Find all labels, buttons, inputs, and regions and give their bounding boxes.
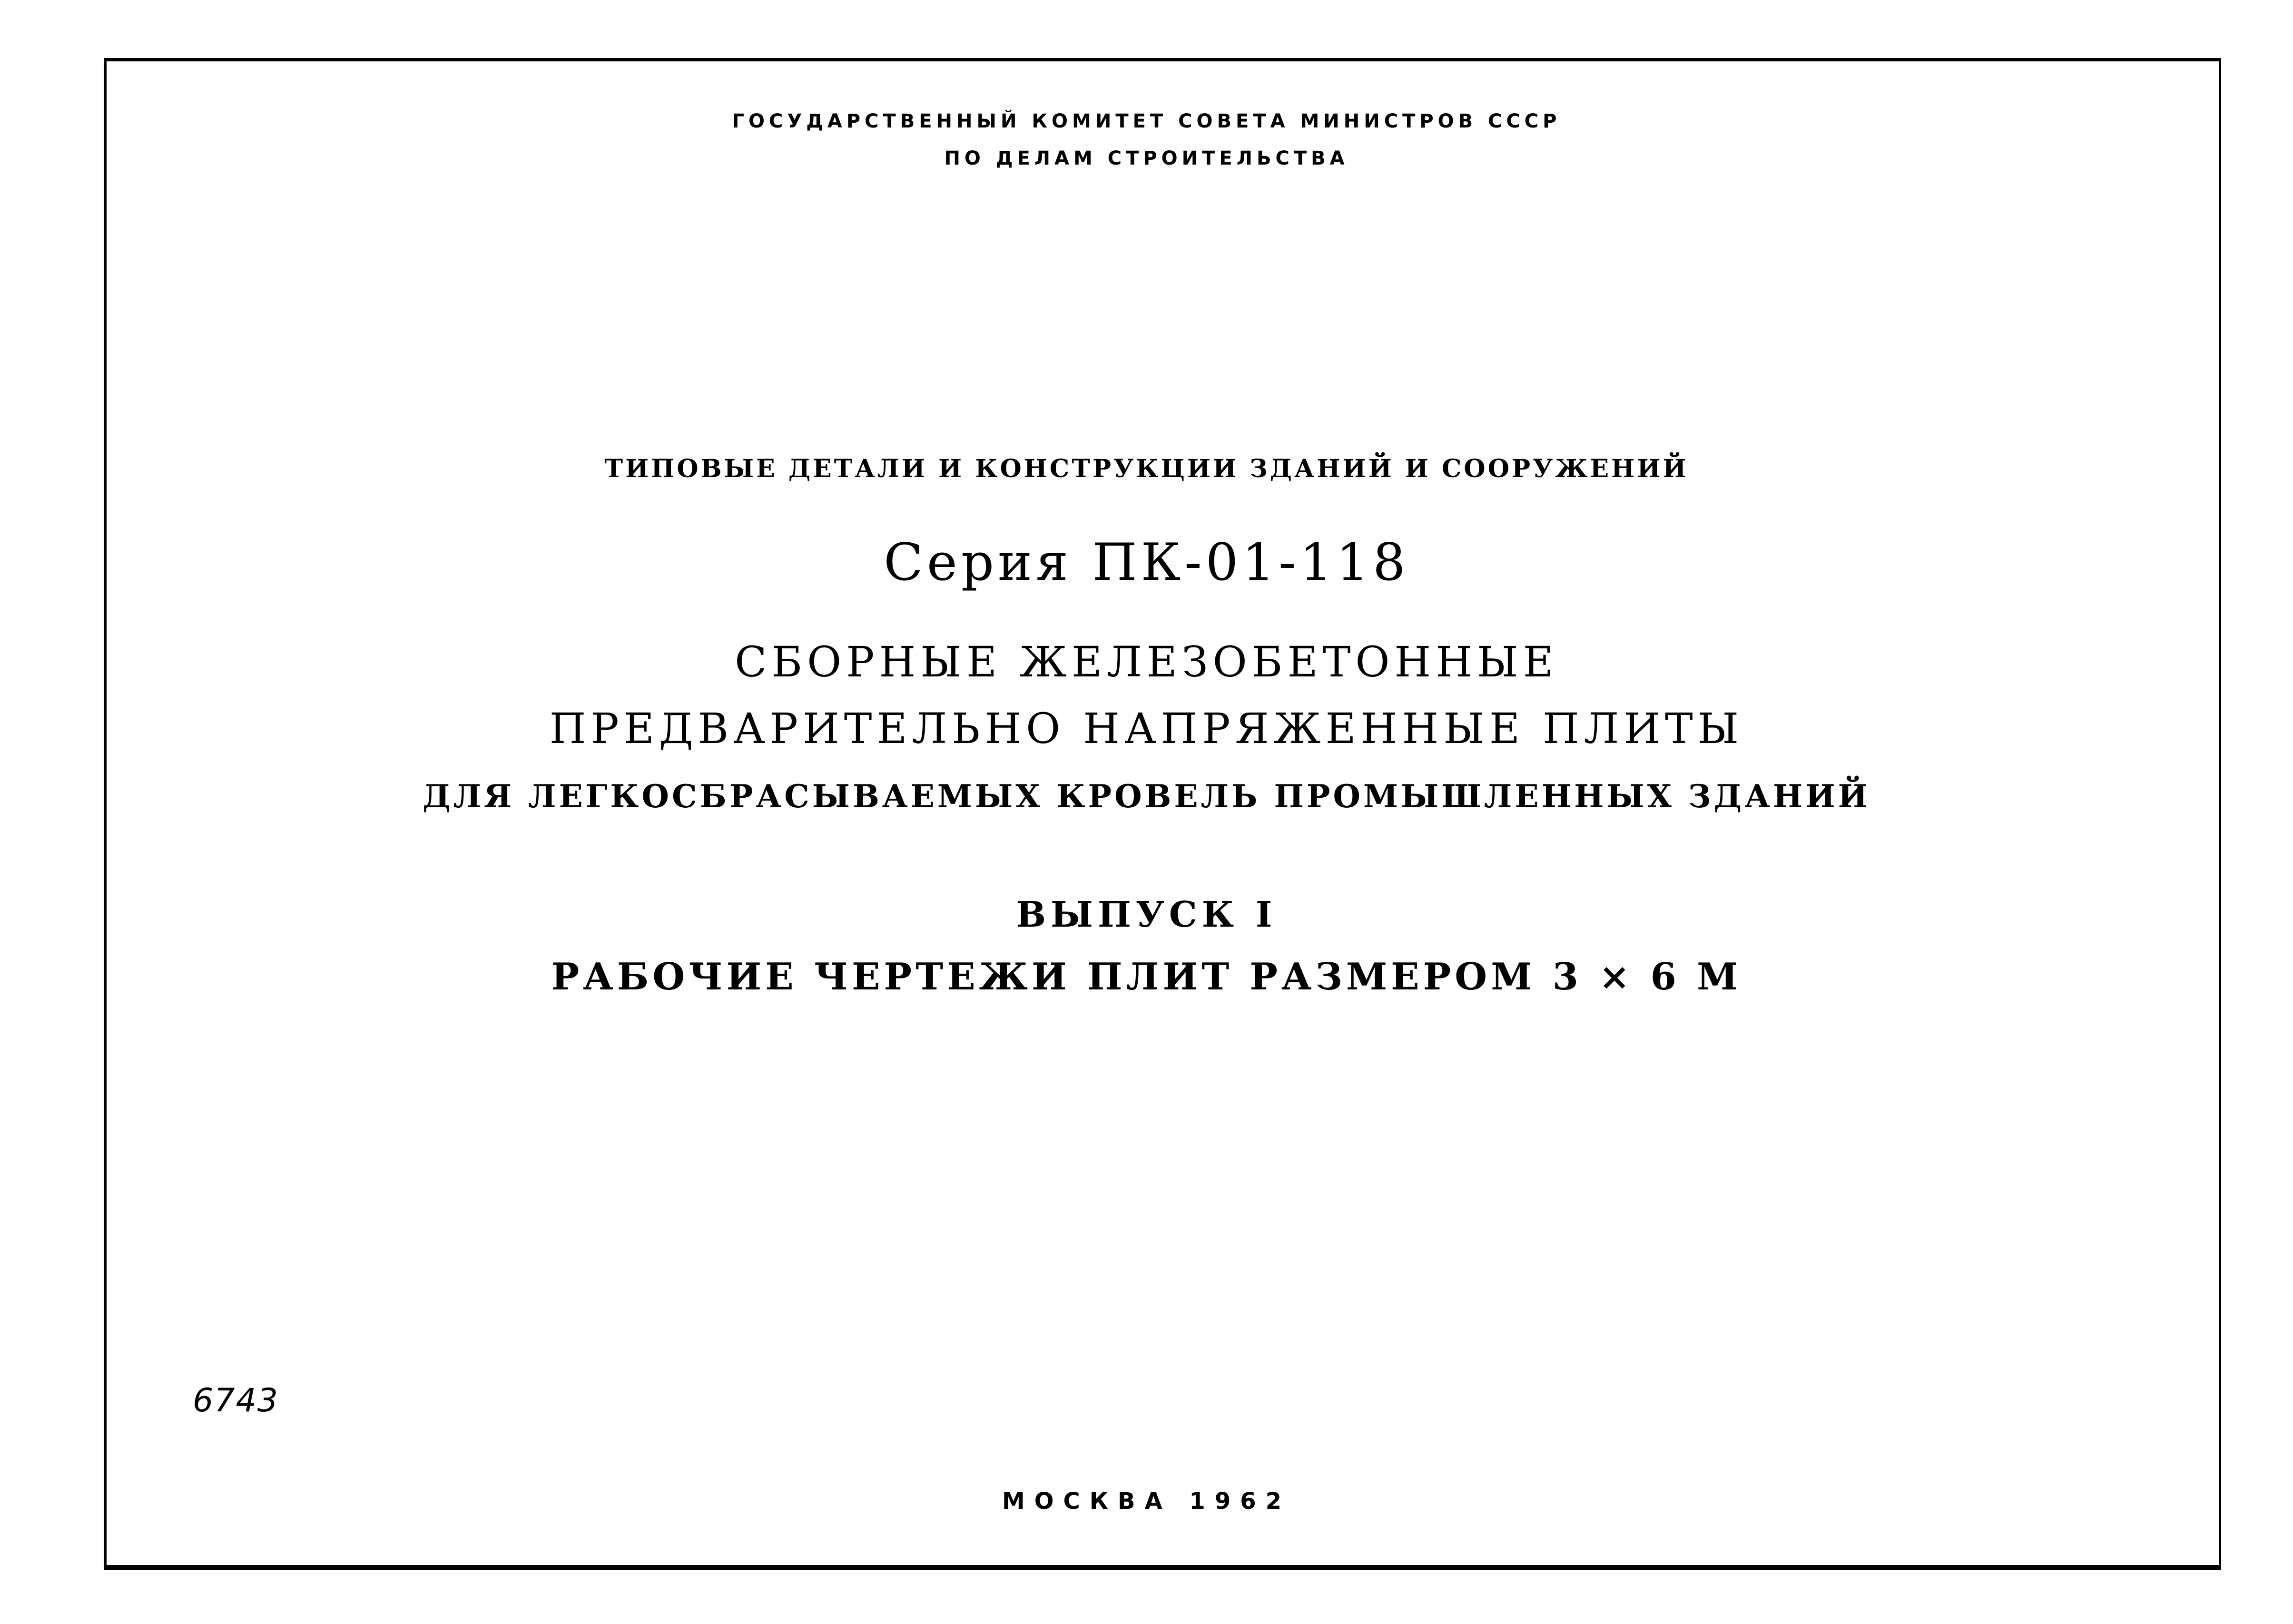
committee-line-2: ПО ДЕЛАМ СТРОИТЕЛЬСТВА: [944, 147, 1349, 169]
series-title: Серия ПК-01-118: [884, 533, 1409, 592]
issue-label: ВЫПУСК I: [1016, 894, 1277, 935]
title-line-1: СБОРНЫЕ ЖЕЛЕЗОБЕТОННЫЕ: [735, 637, 1558, 686]
title-line-3: ДЛЯ ЛЕГКОСБРАСЫВАЕМЫХ КРОВЕЛЬ ПРОМЫШЛЕННЫХ ЗДАНИЙ: [422, 778, 1871, 815]
series-header: ТИПОВЫЕ ДЕТАЛИ И КОНСТРУКЦИИ ЗДАНИЙ И СООРУЖЕНИЙ: [604, 454, 1689, 483]
issue-subtitle: РАБОЧИЕ ЧЕРТЕЖИ ПЛИТ РАЗМЕРОМ 3 × 6 М: [551, 955, 1742, 998]
committee-line-1: ГОСУДАРСТВЕННЫЙ КОМИТЕТ СОВЕТА МИНИСТРОВ СССР: [732, 110, 1561, 132]
publication-place-year: МОСКВА 1962: [1002, 1488, 1291, 1515]
title-line-2: ПРЕДВАРИТЕЛЬНО НАПРЯЖЕННЫЕ ПЛИТЫ: [549, 704, 1744, 753]
handwritten-inventory-number: 6743: [193, 1382, 279, 1419]
